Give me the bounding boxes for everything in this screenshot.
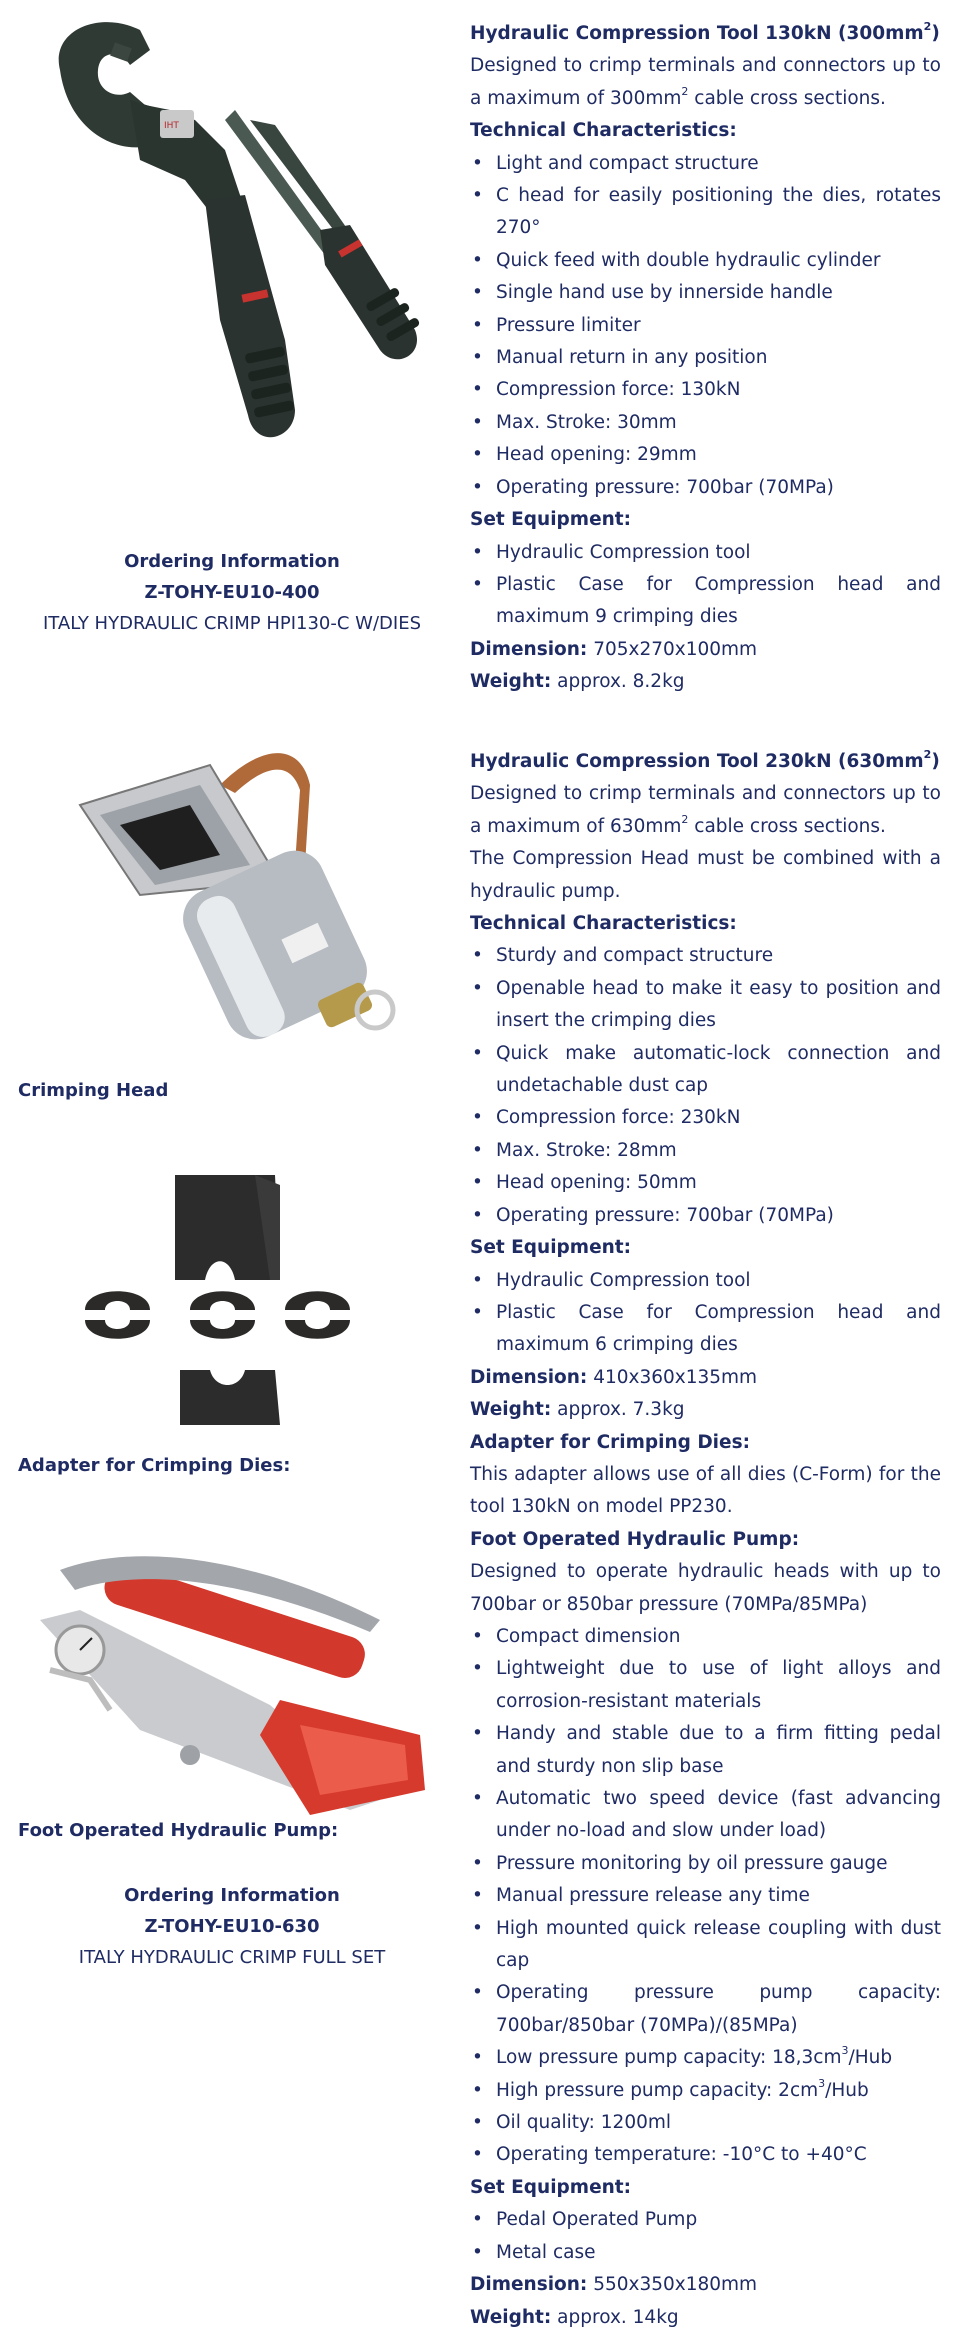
ordering-info-label: Ordering Information (124, 551, 340, 572)
adapter-crimping-dies-image (80, 1170, 380, 1435)
product-1-title: Hydraulic Compression Tool 130kN $(300mm^2)$ (470, 19, 940, 44)
crimping-head-image (60, 745, 420, 1085)
list-item: • Compact dimension (470, 1621, 941, 1653)
weight: Weight: approx. 14kg (470, 2306, 679, 2328)
ordering-info-2 (12, 1880, 452, 1973)
list-item: • Pedal Operated Pump (470, 2204, 941, 2236)
set-list (470, 537, 941, 634)
dimension: Dimension: 705x270x100mm (470, 638, 758, 660)
list-item: • Light and compact structure (470, 148, 941, 180)
dimension: Dimension: 410x360x135mm (470, 1366, 758, 1388)
caption-adapter: Adapter for Crimping Dies: (18, 1455, 291, 1476)
list-item: • Pressure limiter (470, 310, 941, 342)
svg-text:IHT: IHT (164, 121, 179, 131)
list-item: • High mounted quick release coupling with dust cap (470, 1913, 941, 1978)
list-item: • High pressure pump capacity: $2cm^3$/Hub (470, 2075, 941, 2107)
list-item: • Metal case (470, 2237, 941, 2269)
tech-heading: Technical Characteristics: (470, 120, 737, 142)
list-item: • Hydraulic Compression tool (470, 537, 941, 569)
list-item: • Plastic Case for Compression head and maximum 6 crimping dies (470, 1297, 941, 1362)
list-item: • Compression force: 130kN (470, 374, 941, 406)
list-item: • Head opening: 29mm (470, 439, 941, 471)
list-item: • Quick make automatic-lock connection and undetachable dust cap (470, 1038, 941, 1103)
ordering-info-1 (12, 546, 452, 639)
list-item: • Head opening: 50mm (470, 1167, 941, 1199)
list-item: • Lightweight due to use of light alloys and corrosion-resistant materials (470, 1653, 941, 1718)
list-item: • Oil quality: 1200ml (470, 2107, 941, 2139)
product-2-section (470, 746, 941, 2334)
caption-crimping-head: Crimping Head (18, 1080, 169, 1101)
list-item: • Sturdy and compact structure (470, 940, 941, 972)
ordering-info-label: Ordering Information (124, 1885, 340, 1906)
list-item: • Automatic two speed device (fast advancing under no-load and slow under load) (470, 1783, 941, 1848)
set-heading: Set Equipment: (470, 509, 632, 531)
list-item: • Openable head to make it easy to position and insert the crimping dies (470, 973, 941, 1038)
product-2-intro: Designed to crimp terminals and connectors up to a maximum of $630mm^2$ cable cross sections. (470, 783, 941, 837)
weight: Weight: approx. 8.2kg (470, 671, 685, 693)
list-item: • Pressure monitoring by oil pressure gauge (470, 1848, 941, 1880)
tech-list (470, 940, 941, 1232)
ordering-name: ITALY HYDRAULIC CRIMP HPI130-C W/DIES (42, 613, 422, 634)
list-item: • Compression force: 230kN (470, 1102, 941, 1134)
list-item: • Quick feed with double hydraulic cylinder (470, 245, 941, 277)
list-item: • Max. Stroke: 30mm (470, 407, 941, 439)
list-item: • C head for easily positioning the dies, rotates 270° (470, 180, 941, 245)
product-1-section (470, 18, 941, 699)
set-heading: Set Equipment: (470, 1237, 632, 1259)
set-list (470, 1265, 941, 1362)
ordering-code: Z-TOHY-EU10-630 (144, 1916, 320, 1937)
list-item: • Operating temperature: -10°C to +40°C (470, 2139, 941, 2171)
set-list (470, 2204, 941, 2269)
adapter-text: This adapter allows use of all dies (C-Form) for the tool 130kN on model PP230. (470, 1463, 941, 1518)
hydraulic-crimp-tool-130kn-image (20, 10, 450, 470)
caption-foot-pump: Foot Operated Hydraulic Pump: (18, 1820, 339, 1841)
product-1-intro: Designed to crimp terminals and connectors up to a maximum of $300mm^2$ cable cross sections. (470, 55, 941, 109)
pump-features-list (470, 1621, 941, 2172)
list-item: • Manual pressure release any time (470, 1880, 941, 1912)
list-item: • Handy and stable due to a firm fitting pedal and sturdy non slip base (470, 1718, 941, 1783)
foot-operated-hydraulic-pump-image (20, 1530, 440, 1820)
pump-heading: Foot Operated Hydraulic Pump: (470, 1528, 800, 1550)
ordering-code: Z-TOHY-EU10-400 (144, 582, 320, 603)
weight: Weight: approx. 7.3kg (470, 1399, 685, 1421)
list-item: • Operating pressure pump capacity: 700bar/850bar (70MPa)/(85MPa) (470, 1977, 941, 2042)
list-item: • Single hand use by innerside handle (470, 277, 941, 309)
product-2-intro2: The Compression Head must be combined with a hydraulic pump. (470, 848, 941, 902)
dimension: Dimension: 550x350x180mm (470, 2274, 758, 2296)
list-item: • Plastic Case for Compression head and maximum 9 crimping dies (470, 569, 941, 634)
list-item: • Hydraulic Compression tool (470, 1265, 941, 1297)
list-item: • Operating pressure: 700bar (70MPa) (470, 1200, 941, 1232)
list-item: • Manual return in any position (470, 342, 941, 374)
tech-list (470, 148, 941, 504)
list-item: • Low pressure pump capacity: $18,3cm^3$/Hub (470, 2042, 941, 2074)
product-2-title: Hydraulic Compression Tool 230kN $(630mm^2)$ (470, 747, 940, 772)
ordering-name: ITALY HYDRAULIC CRIMP FULL SET (78, 1947, 386, 1968)
set-heading: Set Equipment: (470, 2176, 632, 2198)
tech-heading: Technical Characteristics: (470, 913, 737, 935)
adapter-heading: Adapter for Crimping Dies: (470, 1431, 750, 1453)
pump-intro: Designed to operate hydraulic heads with up to 700bar or 850bar pressure (70MPa/85MPa) (470, 1561, 941, 1615)
list-item: • Operating pressure: 700bar (70MPa) (470, 472, 941, 504)
list-item: • Max. Stroke: 28mm (470, 1135, 941, 1167)
